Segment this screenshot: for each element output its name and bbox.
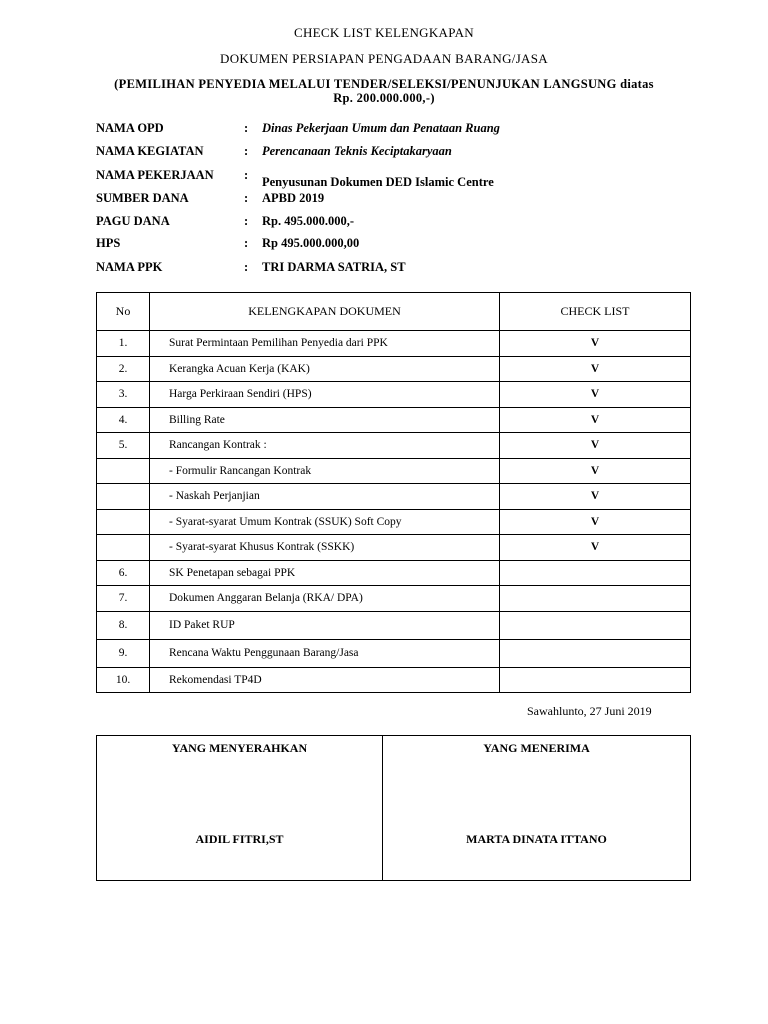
table-row [97, 407, 691, 433]
info-label: PAGU DANA [96, 214, 170, 228]
row-check-mark: V [500, 382, 691, 408]
row-number: 3. [97, 382, 150, 408]
table-row [97, 535, 691, 561]
row-document: Kerangka Acuan Kerja (KAK) [150, 356, 500, 382]
row-number [97, 458, 150, 484]
place-and-date: Sawahlunto, 27 Juni 2019 [527, 704, 652, 718]
row-number: 5. [97, 433, 150, 459]
row-document: Rekomendasi TP4D [150, 667, 500, 693]
column-header-checklist: CHECK LIST [500, 293, 691, 331]
document-scope-line2: Rp. 200.000.000,-) [333, 91, 435, 105]
row-check-mark [500, 560, 691, 586]
info-label: NAMA KEGIATAN [96, 144, 204, 158]
document-title: CHECK LIST KELENGKAPAN [294, 25, 474, 40]
signature-name-giver: AIDIL FITRI,ST [195, 832, 284, 846]
row-document: Harga Perkiraan Sendiri (HPS) [150, 382, 500, 408]
row-document: - Syarat-syarat Umum Kontrak (SSUK) Soft Copy [150, 509, 500, 535]
row-check-mark: V [500, 433, 691, 459]
checklist-table [96, 292, 691, 693]
table-row [97, 611, 691, 639]
info-colon: : [244, 121, 249, 135]
info-colon: : [244, 260, 249, 274]
row-check-mark: V [500, 484, 691, 510]
table-row [97, 382, 691, 408]
row-check-mark [500, 667, 691, 693]
table-row [97, 560, 691, 586]
row-check-mark: V [500, 509, 691, 535]
row-check-mark [500, 611, 691, 639]
table-row [97, 356, 691, 382]
row-number: 6. [97, 560, 150, 586]
table-row [97, 331, 691, 357]
document-scope-line1: (PEMILIHAN PENYEDIA MELALUI TENDER/SELEKSI/PENUNJUKAN LANGSUNG diatas [114, 77, 654, 91]
row-number [97, 484, 150, 510]
signature-cell-giver [97, 736, 383, 881]
column-header-document: KELENGKAPAN DOKUMEN [150, 293, 500, 331]
row-document: Rencana Waktu Penggunaan Barang/Jasa [150, 639, 500, 667]
row-document: - Naskah Perjanjian [150, 484, 500, 510]
row-number: 10. [97, 667, 150, 693]
info-label: SUMBER DANA [96, 191, 189, 205]
signature-name-receiver: MARTA DINATA ITTANO [466, 832, 607, 846]
table-row [97, 639, 691, 667]
row-check-mark [500, 586, 691, 612]
info-colon: : [244, 144, 249, 158]
row-check-mark: V [500, 356, 691, 382]
row-number: 8. [97, 611, 150, 639]
info-value: TRI DARMA SATRIA, ST [262, 260, 406, 274]
table-row [97, 458, 691, 484]
signature-heading-receiver: YANG MENERIMA [483, 741, 590, 755]
info-value: Penyusunan Dokumen DED Islamic Centre [262, 175, 494, 189]
row-check-mark: V [500, 535, 691, 561]
row-number: 9. [97, 639, 150, 667]
table-row [97, 509, 691, 535]
document-scope [0, 77, 768, 105]
row-document: ID Paket RUP [150, 611, 500, 639]
row-document: Surat Permintaan Pemilihan Penyedia dari PPK [150, 331, 500, 357]
row-number: 7. [97, 586, 150, 612]
info-label: NAMA PPK [96, 260, 163, 274]
row-check-mark: V [500, 458, 691, 484]
info-colon: : [244, 236, 249, 250]
table-row [97, 484, 691, 510]
row-document: Billing Rate [150, 407, 500, 433]
info-colon: : [244, 168, 249, 182]
row-document: Dokumen Anggaran Belanja (RKA/ DPA) [150, 586, 500, 612]
table-row [97, 667, 691, 693]
info-label: NAMA OPD [96, 121, 164, 135]
signature-cell-receiver [383, 736, 691, 881]
signature-table [96, 735, 691, 881]
info-label: HPS [96, 236, 121, 250]
row-number [97, 535, 150, 561]
row-document: - Formulir Rancangan Kontrak [150, 458, 500, 484]
row-document: SK Penetapan sebagai PPK [150, 560, 500, 586]
row-check-mark: V [500, 407, 691, 433]
row-check-mark: V [500, 331, 691, 357]
row-check-mark [500, 639, 691, 667]
column-header-no: No [97, 293, 150, 331]
row-number: 4. [97, 407, 150, 433]
info-value: Rp. 495.000.000,- [262, 214, 355, 228]
info-value: APBD 2019 [262, 191, 325, 205]
document-subtitle: DOKUMEN PERSIAPAN PENGADAAN BARANG/JASA [220, 51, 548, 66]
row-number: 1. [97, 331, 150, 357]
table-row [97, 433, 691, 459]
info-value: Perencanaan Teknis Keciptakaryaan [262, 144, 452, 158]
info-value: Rp 495.000.000,00 [262, 236, 360, 250]
table-header-row [97, 293, 691, 331]
info-colon: : [244, 214, 249, 228]
signature-heading-giver: YANG MENYERAHKAN [171, 741, 308, 755]
row-document: Rancangan Kontrak : [150, 433, 500, 459]
row-number: 2. [97, 356, 150, 382]
info-label: NAMA PEKERJAAN [96, 168, 214, 182]
table-row [97, 586, 691, 612]
row-number [97, 509, 150, 535]
info-colon: : [244, 191, 249, 205]
info-value: Dinas Pekerjaan Umum dan Penataan Ruang [262, 121, 500, 135]
row-document: - Syarat-syarat Khusus Kontrak (SSKK) [150, 535, 500, 561]
